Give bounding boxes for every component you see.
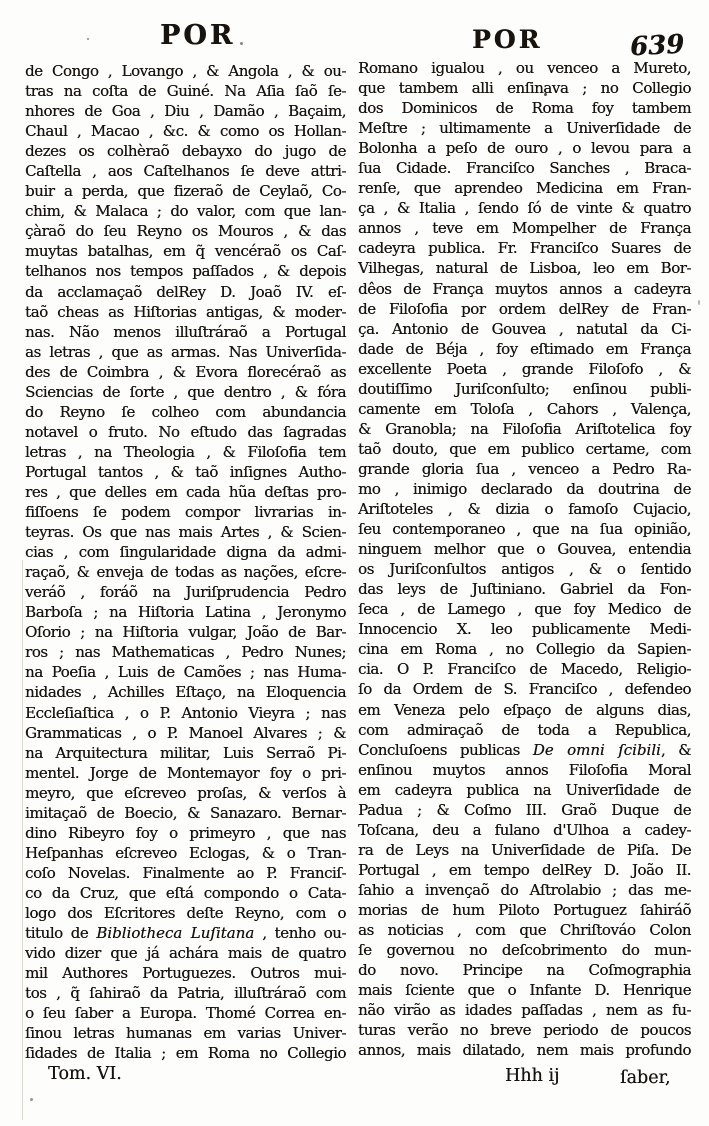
- text-line: em cadeyra publica na Univerſidade de: [358, 780, 691, 799]
- text-line: çàraõ do ſeu Reyno os Mouros , & das: [25, 222, 346, 241]
- text-line: res , que delles em cada hũa deſtas pro-: [25, 482, 346, 501]
- text-column-left: [25, 61, 346, 1063]
- signature-mark: Hhh ij: [505, 1066, 560, 1086]
- text-line: renſe, que aprendeo Medicina em Fran-: [358, 179, 691, 198]
- text-line: nas. Não menos illuſtráraõ a Portugal: [25, 322, 346, 341]
- text-line: excellente Poeta , grande Filoſofo , &: [358, 359, 691, 378]
- text-line: annos , teve em Mompelher de França: [358, 219, 691, 238]
- text-line: Vilhegas, natural de Lisboa, leo em Bor-: [358, 259, 691, 278]
- scan-speck: [698, 300, 700, 305]
- text-column-right: [358, 58, 691, 1060]
- text-line: ſe governou no deſcobrimento do mun-: [358, 941, 691, 960]
- scan-edge-line: [22, 560, 23, 1120]
- text-line: co da Cruz, que eſtá compondo o Cata-: [25, 883, 346, 902]
- text-line: ſidades de Italia ; em Roma no Collegio: [25, 1044, 346, 1063]
- text-line: fiſſoens ſe podem compor livrarias in-: [25, 503, 346, 522]
- text-line: ça. Antonio de Gouvea , natutal da Ci-: [358, 319, 691, 338]
- running-title-left: POR: [160, 20, 236, 51]
- text-line: com admiraçaõ de toda a Republica,: [358, 720, 691, 739]
- text-line: do Reyno ſe colheo com abundancia: [25, 402, 346, 421]
- text-line: tras na coſta de Guiné. Na Aſia ſaõ ſe-: [25, 82, 346, 101]
- text-line: ſeca , de Lamego , que foy Medico de: [358, 600, 691, 619]
- text-line: o ſeu ſaber a Europa. Thomé Correa en-: [25, 1004, 346, 1023]
- text-line: morias de hum Piloto Portuguez ſahiráõ: [358, 900, 691, 919]
- text-line: Meſtre ; ultimamente a Univerſidade de: [358, 119, 691, 138]
- text-line: do novo. Principe na Coſmographia: [358, 961, 691, 980]
- text-line: Barboſa ; na Hiſtoria Latina , Jeronymo: [25, 603, 346, 622]
- text-line: dêos de França muytos annos a cadeyra: [358, 279, 691, 298]
- text-line: grande gloria ſua , venceo a Pedro Ra-: [358, 459, 691, 478]
- text-line: imitaçaõ de Boecio, & Sanazaro. Bernar-: [25, 803, 346, 822]
- text-line: telhanos nos tempos paſſados , & depois: [25, 262, 346, 281]
- text-line: ſinou letras humanas em varias Univer-: [25, 1024, 346, 1043]
- text-line: annos, mais dilatado, nem mais profundo: [358, 1041, 691, 1060]
- text-line: taõ douto, que em publico certame, com: [358, 439, 691, 458]
- text-line: des de Coimbra , & Evora florecéraõ as: [25, 362, 346, 381]
- text-line: ra de Leys na Univerſidade de Piſa. De: [358, 840, 691, 859]
- scan-speck: [240, 42, 243, 45]
- text-line: os Juriſconſultos antigos , & o ſentido: [358, 560, 691, 579]
- text-line: em Veneza pelo eſpaço de alguns dias,: [358, 700, 691, 719]
- text-line: Toſcana, deu a fulano d'Ulhoa a cadey-: [358, 820, 691, 839]
- text-line: letras , na Theologia , & Filoſofia tem: [25, 442, 346, 461]
- text-line: da acclamaçaõ delRey D. Joaõ IV. eſ-: [25, 282, 346, 301]
- volume-label: Tom. VI.: [48, 1064, 122, 1084]
- text-line: chim, & Malaca ; do valor, com que lan-: [25, 202, 346, 221]
- text-line: as letras , que as armas. Nas Univerſida-: [25, 342, 346, 361]
- text-line: Heſpanhas eſcreveo Eclogas, & o Tran-: [25, 843, 346, 862]
- text-line: de Congo , Lovango , & Angola , & ou-: [25, 62, 346, 80]
- text-line: enſinou muytos annos Filoſofia Moral: [358, 760, 691, 779]
- text-line: nhores de Goa , Diu , Damão , Baçaim,: [25, 102, 346, 121]
- text-line: Romano igualou , ou venceo a Mureto,: [358, 59, 691, 77]
- text-line: ſahio a invençaõ do Aſtrolabio ; das me-: [358, 880, 691, 899]
- text-line: as noticias , com que Chriſtováo Colon: [358, 921, 691, 940]
- text-line: na Arquitectura militar, Luis Serraõ Pi-: [25, 743, 346, 762]
- text-line: mais ſciente que o Infante D. Henrique: [358, 981, 691, 1000]
- text-line: coſo Novelas. Finalmente ao P. Franciſ-: [25, 863, 346, 882]
- text-line: Chaul , Macao , &c. & como os Hollan-: [25, 122, 346, 141]
- catchword: ſaber,: [620, 1068, 671, 1088]
- text-line: Grammaticas , o P. Manoel Alvares ; &: [25, 723, 346, 742]
- text-line: das leys de Juſtiniano. Gabriel da Fon-: [358, 580, 691, 599]
- text-line: cina em Roma , no Collegio da Sapien-: [358, 640, 691, 659]
- text-line: Portugal , em tempo delRey D. João II.: [358, 860, 691, 879]
- text-line: Ariſtoteles , & dizia o famoſo Cujacio,: [358, 500, 691, 519]
- text-line: raçaõ, & enveja de todas as nações, eſcre-: [25, 563, 346, 582]
- scan-speck: [87, 38, 89, 40]
- text-line: notavel o fruto. No eſtudo das ſagradas: [25, 422, 346, 441]
- text-line: Sciencias de ſorte , que dentro , & fóra: [25, 382, 346, 401]
- text-line: de Filoſofia por ordem delRey de Fran-: [358, 299, 691, 318]
- text-line: Caſtella , aos Caſtelhanos ſe deve attri-: [25, 162, 346, 181]
- text-line: buir a perda, que fizeraõ de Ceylaõ, Co-: [25, 182, 346, 201]
- running-title-right: POR: [472, 25, 543, 54]
- text-line: Oſorio ; na Hiſtoria vulgar, João de Bar-: [25, 623, 346, 642]
- text-line: não virão as idades paſſadas , nem as fu-: [358, 1001, 691, 1020]
- text-line: ninguem melhor que o Gouvea, entendia: [358, 540, 691, 559]
- text-line: tos , q̃ ſahiraõ da Patria, illuſtráraõ com: [25, 984, 346, 1003]
- text-line: logo dos Eſcritores deſte Reyno, com o: [25, 903, 346, 922]
- text-line: dade de Béja , foy eſtimado em França: [358, 339, 691, 358]
- text-line: Innocencio X. leo publicamente Medi-: [358, 620, 691, 639]
- text-line: mil Authores Portuguezes. Outros mui-: [25, 964, 346, 983]
- text-line: Concluſoens publicas De omni ſcibili, &: [358, 740, 691, 759]
- text-line: teyras. Os que nas mais Artes , & Scien-: [25, 523, 346, 542]
- text-line: que tambem alli enſinava ; no Collegio: [358, 79, 691, 98]
- text-line: ſeu contemporaneo , que na ſua opinião,: [358, 520, 691, 539]
- text-line: ros ; nas Mathematicas , Pedro Nunes;: [25, 643, 346, 662]
- text-line: Bolonha a peſo de ouro , o levou para a: [358, 139, 691, 158]
- text-line: mo , inimigo declarado da doutrina de: [358, 479, 691, 498]
- text-line: mentel. Jorge de Montemayor foy o pri-: [25, 763, 346, 782]
- text-line: muytas batalhas, em q̃ vencéraõ os Caſ-: [25, 242, 346, 261]
- text-line: Eccleſiaſtica , o P. Antonio Vieyra ; nas: [25, 703, 346, 722]
- text-line: doutiſſimo Juriſconſulto; enſinou publi-: [358, 379, 691, 398]
- text-line: Portugal tantos , & taõ inſignes Autho-: [25, 462, 346, 481]
- text-line: dezes os colhèraõ debayxo do jugo de: [25, 142, 346, 161]
- text-line: nidades , Achilles Eſtaço, na Eloquencia: [25, 683, 346, 702]
- scan-speck: [30, 1098, 33, 1101]
- page-number: 639: [629, 29, 686, 63]
- text-line: ça , & Italia , ſendo ſó de vinte & quatro: [358, 199, 691, 218]
- text-line: & Granobla; na Filoſofia Ariſtotelica foy: [358, 419, 691, 438]
- text-line: turas verão no breve periodo de poucos: [358, 1021, 691, 1040]
- text-line: na Poeſia , Luis de Camões ; nas Huma-: [25, 663, 346, 682]
- text-line: dino Ribeyro foy o primeyro , que nas: [25, 823, 346, 842]
- text-line: titulo de Bibliotheca Luſitana , tenho ou-: [25, 924, 346, 943]
- text-line: cias , com ſingularidade digna da admi-: [25, 543, 346, 562]
- text-line: dos Dominicos de Roma foy tambem: [358, 99, 691, 118]
- text-line: ſua Cidade. Franciſco Sanches , Braca-: [358, 159, 691, 178]
- text-line: veráõ , foráõ na Juriſprudencia Pedro: [25, 583, 346, 602]
- text-line: vido dizer que já achára mais de quatro: [25, 944, 346, 963]
- text-line: cadeyra publica. Fr. Franciſco Suares de: [358, 239, 691, 258]
- text-line: cia. O P. Franciſco de Macedo, Religio-: [358, 660, 691, 679]
- text-line: taõ cheas as Hiſtorias antigas, & moder-: [25, 302, 346, 321]
- text-line: ſo da Ordem de S. Franciſco , defendeo: [358, 680, 691, 699]
- text-line: Padua ; & Coſmo III. Graõ Duque de: [358, 800, 691, 819]
- text-line: meyro, que eſcreveo proſas, & verſos à: [25, 783, 346, 802]
- text-line: camente em Toloſa , Cahors , Valença,: [358, 399, 691, 418]
